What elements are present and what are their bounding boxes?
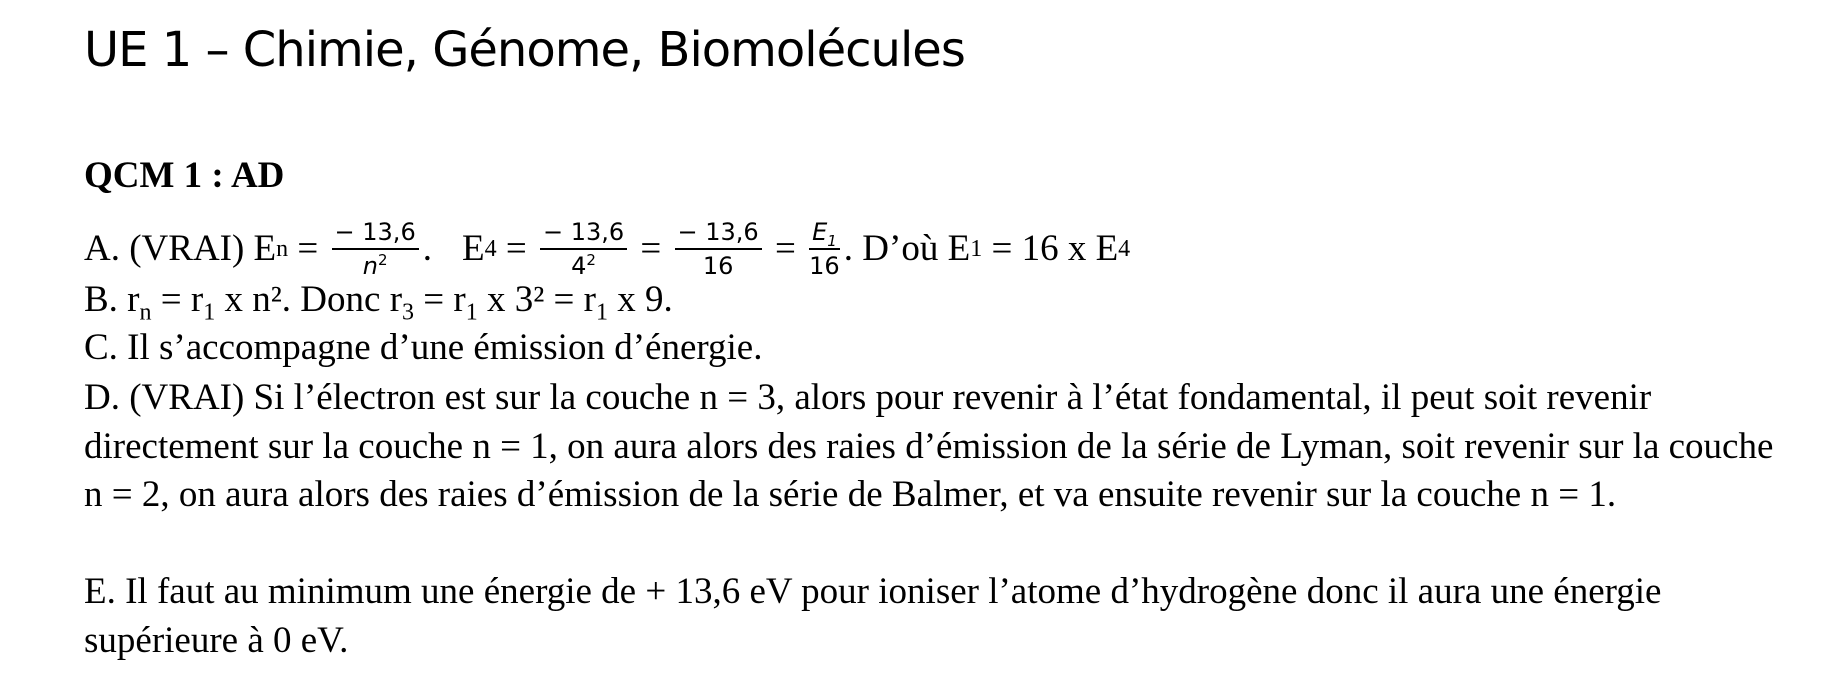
answer-b-s2: 1	[203, 299, 216, 326]
fraction-e1-num-base: E	[812, 218, 828, 246]
answer-b-t3: x n². Donc r	[215, 279, 403, 320]
answer-b-t2: = r	[151, 279, 204, 320]
page-title: UE 1 – Chimie, Génome, Biomolécules	[84, 22, 965, 78]
answer-a-prefix: A. (VRAI) E	[84, 228, 277, 269]
fraction-e4-den-base: 4	[571, 252, 587, 280]
fraction-16-denominator: 16	[702, 252, 734, 280]
answer-a-eq3: =	[631, 228, 671, 269]
answer-c: C. Il s’accompagne d’une émission d’énergie.	[84, 327, 763, 368]
fraction-e4-numerator: − 13,6	[540, 218, 627, 250]
answer-a-tail2: = 16 x E	[982, 228, 1119, 269]
fraction-e4-den-exp: 2	[586, 251, 596, 269]
answer-b-t6: x 9.	[608, 279, 673, 320]
answer-b-t5: x 3² = r	[477, 279, 596, 320]
answer-b-s5: 1	[596, 299, 608, 326]
fraction-16-numerator: − 13,6	[675, 218, 762, 250]
fraction-e1-numerator	[809, 218, 840, 250]
document-page	[84, 0, 1784, 687]
answer-d: D. (VRAI) Si l’électron est sur la couche n = 3, alors pour revenir à l’état fondamental, il peut soit revenir directement sur la couche n = 1, on aura alors des raies d’émission de la série de Lyman, soit revenir sur la couche n = 2, on aura alors des raies d’émission de la série de Balmer, et va ensuite revenir sur la couche n = 1.	[84, 377, 1774, 515]
answer-b-s4: 1	[465, 299, 478, 326]
qcm-heading: QCM 1 : AD	[84, 155, 285, 196]
fraction-e1	[809, 218, 840, 280]
answer-b-t4: = r	[414, 279, 466, 320]
answer-a-eq4: =	[765, 228, 806, 269]
answer-a-eq2: =	[496, 228, 536, 269]
answer-b	[84, 278, 673, 326]
fraction-en-den-base: n	[362, 252, 378, 280]
answer-a-tail1: . D’où E	[843, 228, 971, 269]
answer-b-t1: B. r	[84, 279, 140, 320]
fraction-en-numerator: − 13,6	[332, 218, 419, 250]
fraction-e1-num-sub: 1	[827, 231, 837, 250]
fraction-e4-denominator	[571, 250, 596, 280]
answer-b-s3: 3	[402, 299, 415, 326]
fraction-en-den-exp: 2	[377, 251, 388, 269]
answer-a-after1: .	[422, 228, 432, 269]
fraction-en-denominator	[363, 250, 388, 280]
fraction-e4	[540, 218, 627, 280]
fraction-e1-denominator: 16	[809, 252, 840, 280]
answer-a-e4: E	[461, 228, 485, 269]
answer-a: A. (VRAI) E n = $\frac{- 13,6}{n^2}$ . E 4 = $\frac{- 13,6}{4^2}$ = $\frac{- 13,6}{16}$ = $\frac{E_1}{16}$ . D’où E 1 = 16 x E 4	[84, 218, 1131, 280]
fraction-en	[332, 218, 419, 280]
answer-e: E. Il faut au minimum une énergie de + 13,6 eV pour ioniser l’atome d’hydrogène donc il aura une énergie supérieure à 0 eV.	[84, 571, 1662, 661]
answer-a-eq1: =	[288, 228, 328, 269]
answer-b-s1: n	[139, 299, 152, 326]
fraction-16	[675, 218, 762, 280]
